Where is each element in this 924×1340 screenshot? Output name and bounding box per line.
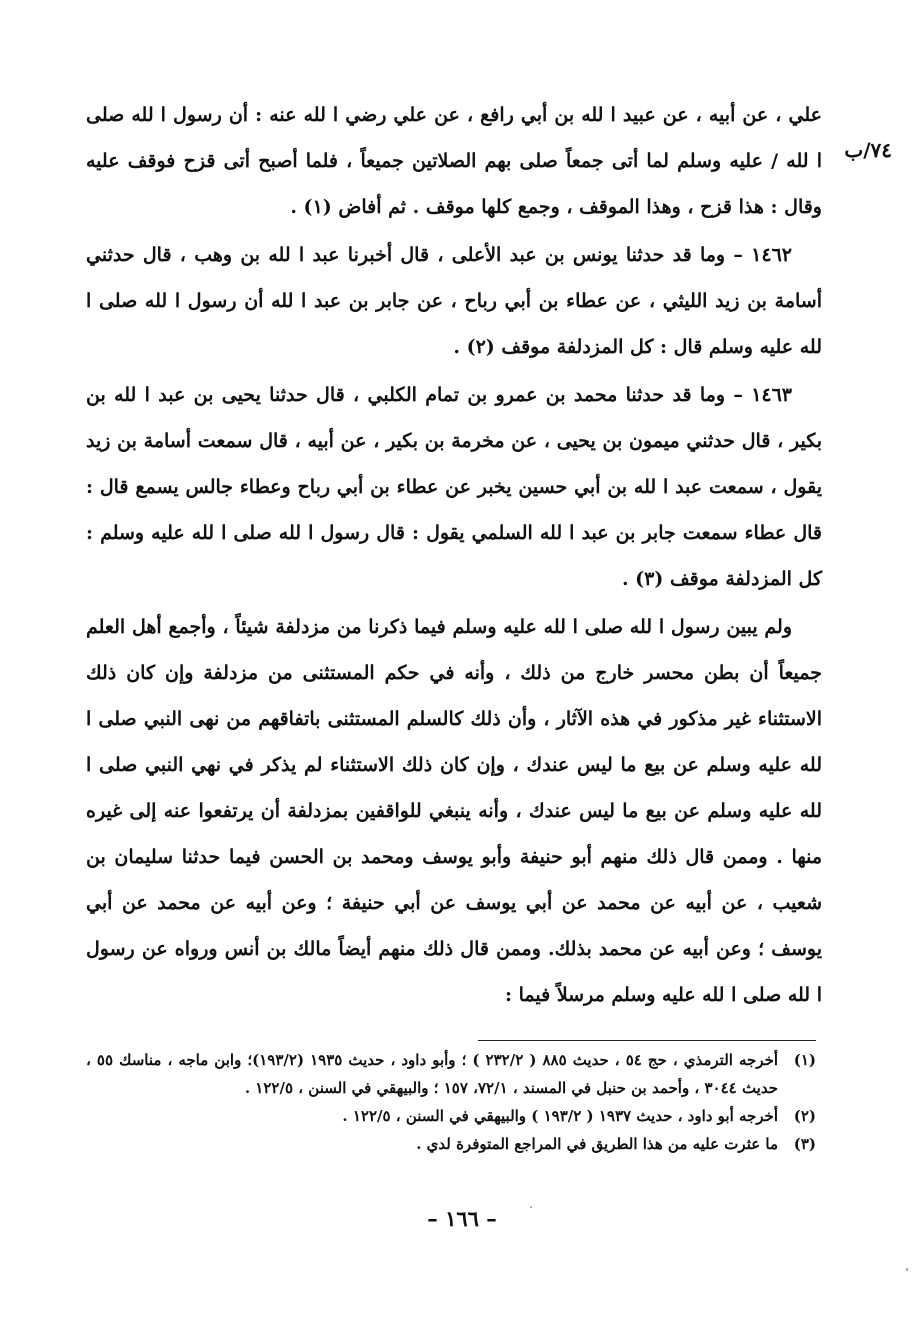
paragraph-text: وما قد حدثنا محمد بن عمرو بن تمام الكلبي ، قال حدثنا يحيى بن عبد ا لله بن بكير ، قال حدثني ميمون بن يحيى ، عن مخرمة بن بكير ، عن أبيه ، قال سمعت أسامة بن زيد يقول ، سمعت عبد ا لله بن أبي حسين يخبر عن عطاء بن أبي رباح وعطاء جالس يسمع قال : قال عطاء سمعت جابر بن عبد ا لله السلمي يقول : قال رسول ا لله صلى ا لله عليه وسلم : كل المزدلفة موقف (٣) . [86, 384, 822, 590]
paragraph-text: ولم يبين رسول ا لله صلى ا لله عليه وسلم فيما ذكرنا من مزدلفة شيئاً ، وأجمع أهل العلم جميعاً أن بطن محسر خارج من ذلك ، وأنه في حكم المستثنى من مزدلفة وإن كان ذلك الاستثناء غير مذكور في هذه الآثار ، وأن ذلك كالسلم المستثنى باتفاقهم من نهى النبي صلى ا لله عليه وسلم عن بيع ما ليس عندك ، وإن كان ذلك الاستثناء لم يذكر في نهي النبي صلى ا لله عليه وسلم عن بيع ما ليس عندك ، وأنه ينبغي للواقفين بمزدلفة أن يرتفعوا عنه إلى غيره منها . وممن قال ذلك منهم أبو حنيفة وأبو يوسف ومحمد بن الحسن فيما حدثنا سليمان بن شعيب ، عن أبيه عن محمد عن أبي يوسف عن أبي حنيفة ؛ وعن أبيه عن محمد عن أبي يوسف ؛ وعن أبيه عن محمد بذلك. وممن قال ذلك منهم أيضاً مالك بن أنس ورواه عن رسول ا لله صلى ا لله عليه وسلم مرسلاً فيما : [86, 616, 822, 1006]
footnote-number: (٢) [793, 1107, 816, 1125]
paragraph-text: وما قد حدثنا يونس بن عبد الأعلى ، قال أخبرنا عبد ا لله بن وهب ، قال حدثني أسامة بن زيد الليثي ، عن عطاء بن أبي رباح ، عن جابر بن عبد ا لله أن رسول ا لله صلى ا لله عليه وسلم قال : كل المزدلفة موقف (٢) . [86, 244, 822, 358]
manuscript-folio-note: ٧٤/ب [844, 138, 892, 162]
hadith-number: ١٤٦٢ – [733, 244, 792, 266]
footnote-2 [86, 1102, 816, 1130]
footnote-number: (٣) [793, 1135, 816, 1153]
paragraph-text: علي ، عن أبيه ، عن عبيد ا لله بن أبي رافع ، عن علي رضي ا لله عنه : أن رسول ا لله صلى ا لله / عليه وسلم لما أتى جمعاً صلى بهم الصلاتين جميعاً ، فلما أصبح أتى قزح فوقف عليه وقال : هذا قزح ، وهذا الموقف ، وجمع كلها موقف . ثم أفاض (١) . [86, 104, 822, 218]
hadith-1462 [86, 232, 822, 370]
scan-speck [906, 1268, 908, 1271]
footnote-3 [86, 1130, 816, 1158]
hadith-1463 [86, 372, 822, 602]
footnote-text: ما عثرت عليه من هذا الطريق في المراجع المتوفرة لدي . [416, 1135, 778, 1153]
footnote-text: أخرجه أبو داود ، حديث ١٩٣٧ ( ١٩٣/٢ ) والبيهقي في السنن ، ١٢٢/٥ . [342, 1107, 778, 1125]
paragraph-continuation [86, 92, 822, 230]
footnote-divider [478, 1040, 816, 1041]
footnote-number: (١) [793, 1051, 816, 1069]
footnotes [86, 1046, 816, 1158]
footnote-text: أخرجه الترمذي ، حج ٥٤ ، حديث ٨٨٥ ( ٢٣٢/٢ ) ؛ وأبو داود ، حديث ١٩٣٥ (١٩٣/٢)؛ وابن ماجه ، مناسك ٥٥ ، حديث ٣٠٤٤ ، وأحمد بن حنبل في المسند ، ٧٢/١، ١٥٧ ؛ والبيهقي في السنن ، ١٢٢/٥ . [86, 1051, 779, 1097]
commentary-paragraph [86, 604, 822, 1018]
main-text [86, 92, 822, 1020]
scan-speck [530, 1206, 532, 1208]
page-number: – ١٦٦ – [427, 1206, 497, 1231]
hadith-number: ١٤٦٣ – [733, 384, 793, 406]
footnote-1 [86, 1046, 816, 1102]
